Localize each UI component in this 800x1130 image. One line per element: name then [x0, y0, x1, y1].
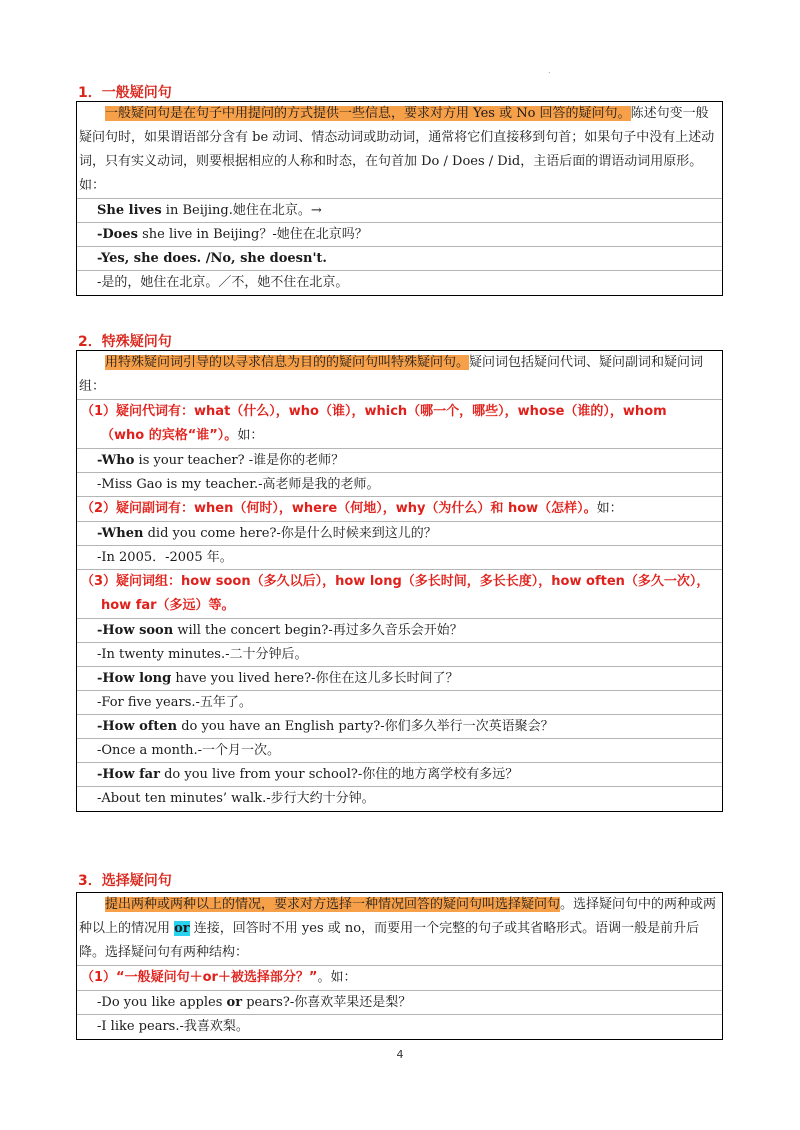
example-line: She lives in Beijing.她住在北京。→	[77, 199, 722, 223]
stray-mark: .	[548, 66, 551, 75]
example-line: -Who is your teacher? -谁是你的老师？	[77, 449, 722, 473]
example-line: -How far do you live from your school?-你住的地方离学校有多远？	[77, 763, 722, 787]
example-line: -In twenty minutes.-二十分钟后。	[77, 643, 722, 667]
subheading-adverbs: （2）疑问副词有：when（何时），where（何地），why（为什么）和 how（怎样）。如：	[77, 497, 722, 522]
section1-box	[76, 101, 723, 296]
section2-intro-rest: 疑问词包括疑问代词、疑问副词和疑问词组：	[79, 355, 704, 394]
example-line: -是的，她住在北京。／不，她不住在北京。	[97, 275, 349, 290]
or-highlight: or	[174, 921, 190, 936]
section1-intro-highlight: 一般疑问句是在句子中用提问的方式提供一些信息，要求对方用 Yes 或 No 回答的疑问句。	[105, 106, 631, 121]
example-line: -Once a month.-一个月一次。	[77, 739, 722, 763]
section2-intro	[77, 351, 722, 400]
example-line: -In 2005．-2005 年。	[77, 546, 722, 570]
example-line: -Does she live in Beijing？-她住在北京吗？	[77, 223, 722, 247]
example-line: -About ten minutes’ walk.-步行大约十分钟。	[97, 791, 375, 806]
example-line: -How often do you have an English party?-你们多久举行一次英语聚会？	[77, 715, 722, 739]
section3-intro-highlight: 提出两种或两种以上的情况，要求对方选择一种情况回答的疑问句叫选择疑问句	[105, 897, 561, 912]
example-line: -Do you like apples or pears?-你喜欢苹果还是梨？	[77, 991, 722, 1015]
section2-box	[76, 350, 723, 812]
section3-box	[76, 892, 723, 1040]
section2-title: 2．特殊疑问句	[78, 334, 172, 350]
section2-intro-highlight: 用特殊疑问词引导的以寻求信息为目的的疑问句叫特殊疑问句。	[105, 355, 470, 370]
example-line: -How long have you lived here?-你住在这儿多长时间了？	[77, 667, 722, 691]
example-line: -For five years.-五年了。	[77, 691, 722, 715]
example-line: -When did you come here?-你是什么时候来到这儿的？	[77, 522, 722, 546]
example-line: -Miss Gao is my teacher.-高老师是我的老师。	[77, 473, 722, 497]
section1-intro	[77, 102, 722, 199]
subheading-structure1: （1）“一般疑问句＋or＋被选择部分？”。如：	[77, 966, 722, 991]
section3-title: 3．选择疑问句	[78, 873, 172, 889]
page-number: 4	[396, 1048, 404, 1061]
subheading-pronouns: （1）疑问代词有：what（什么），who（谁），which（哪一个，哪些），whose（谁的），whom （who 的宾格“谁”）。如：	[77, 400, 722, 449]
example-line: -I like pears.-我喜欢梨。	[97, 1019, 249, 1034]
subheading-phrases: （3）疑问词组：how soon（多久以后），how long（多长时间，多长长度），how often（多久一次）， how far（多远）等。	[77, 570, 722, 619]
example-line: -How soon will the concert begin?-再过多久音乐会开始？	[77, 619, 722, 643]
section1-intro-rest: 陈述句变一般疑问句时，如果谓语部分含有 be 动词、情态动词或助动词，通常将它们直接移到句首；如果句子中没有上述动词，只有实义动词，则要根据相应的人称和时态，在句首加 Do / Does / Did，主语后面的谓语动词用原形。如：	[79, 106, 715, 193]
section1-title: 1．一般疑问句	[78, 85, 172, 101]
example-line: -Yes, she does. /No, she doesn't.	[77, 247, 722, 271]
section3-intro: 提出两种或两种以上的情况，要求对方选择一种情况回答的疑问句叫选择疑问句。选择疑问句中的两种或两种以上的情况用 or 连接，回答时不用 yes 或 no，而要用一个完整的句子或其省略形式。语调一般是前升后降。选择疑问句有两种结构：	[77, 893, 722, 966]
